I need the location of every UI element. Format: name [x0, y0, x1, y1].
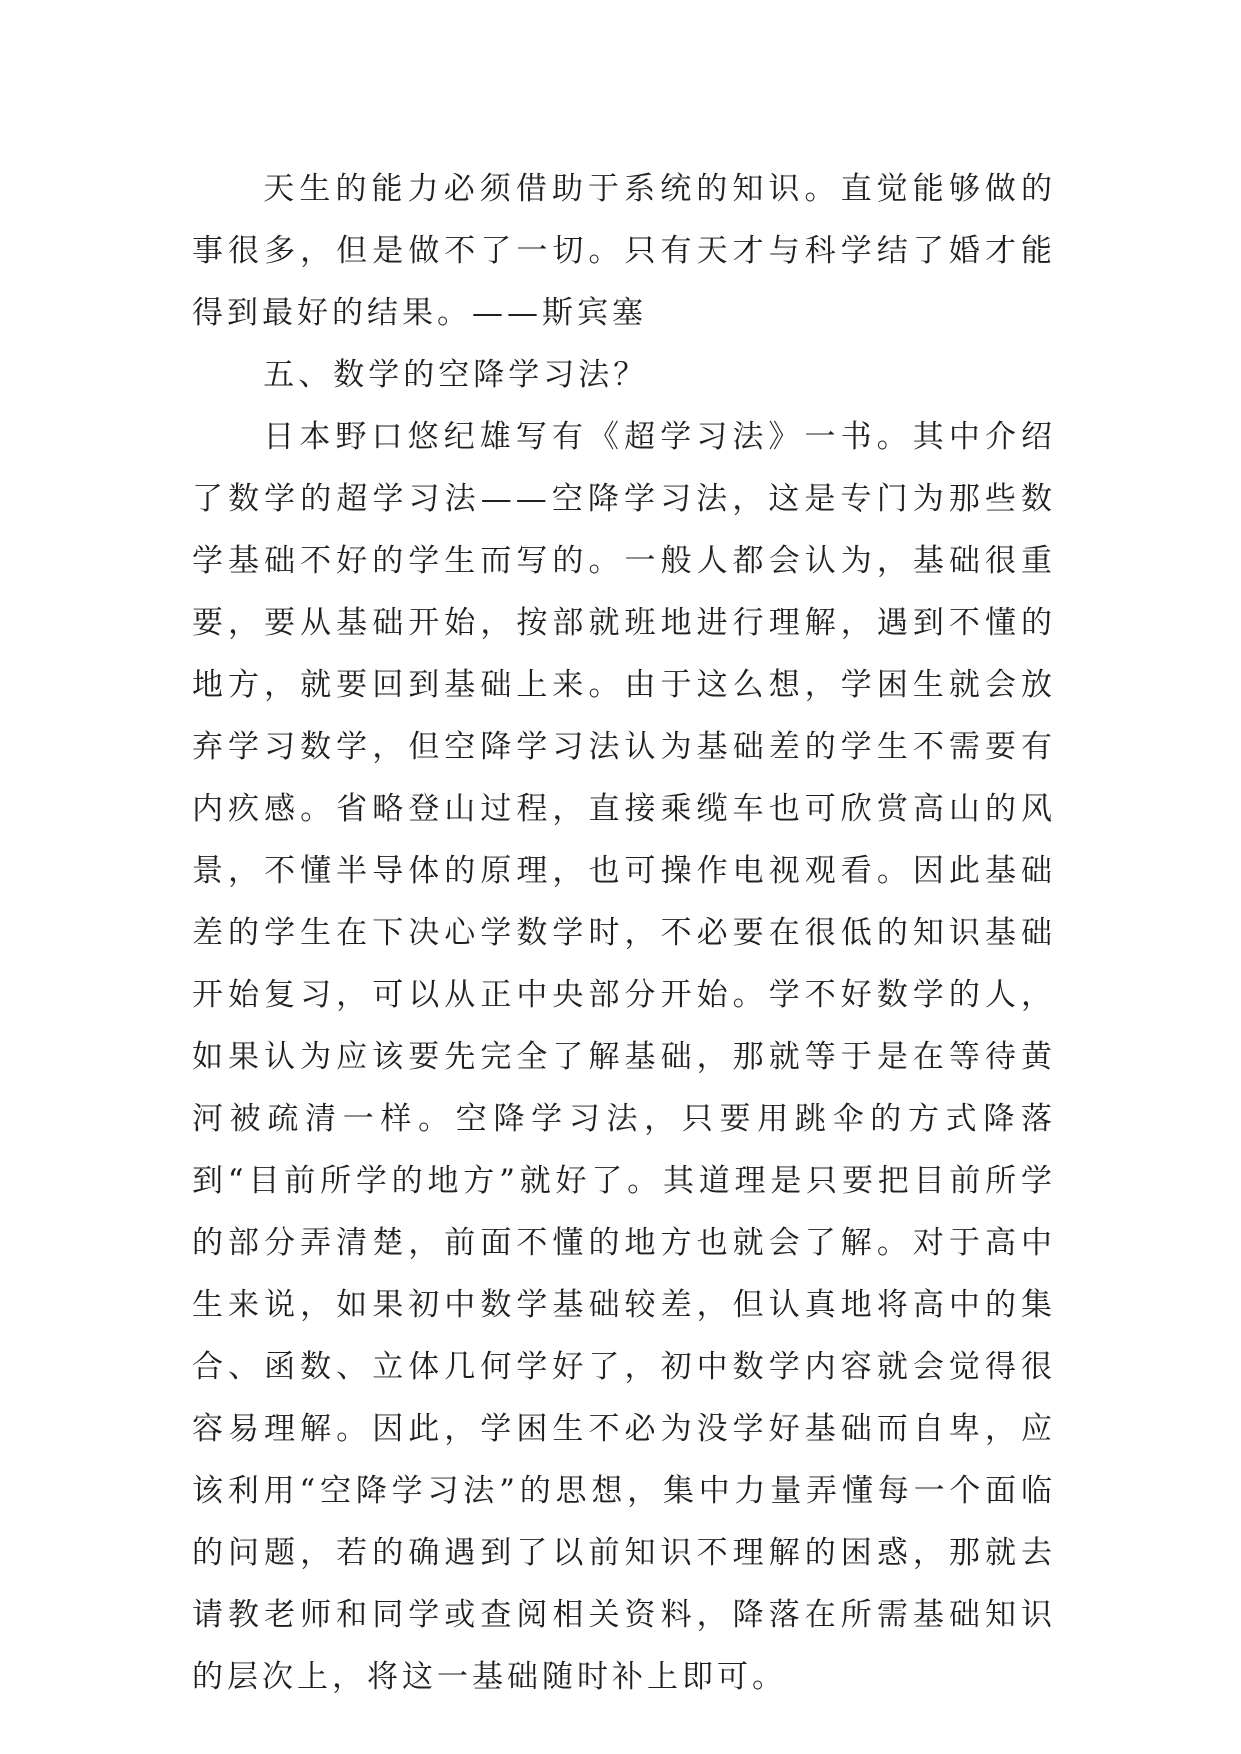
quote-paragraph: 天生的能力必须借助于系统的知识。直觉能够做的事很多，但是做不了一切。只有天才与科学结了婚才能得到最好的结果。——斯宾塞 — [192, 171, 1056, 331]
section-heading: 五、数学的空降学习法？ — [263, 357, 649, 393]
body-paragraph: 日本野口悠纪雄写有《超学习法》一书。其中介绍了数学的超学习法——空降学习法，这是专门为那些数学基础不好的学生而写的。一般人都会认为，基础很重要，要从基础开始，按部就班地进行理解，遇到不懂的地方，就要回到基础上来。由于这么想，学困生就会放弃学习数学，但空降学习法认为基础差的学生不需要有内疚感。省略登山过程，直接乘缆车也可欣赏高山的风景，不懂半导体的原理，也可操作电视观看。因此基础差的学生在下决心学数学时，不必要在很低的知识基础开始复习，可以从正中央部分开始。学不好数学的人，如果认为应该要先完全了解基础，那就等于是在等待黄河被疏清一样。空降学习法，只要用跳伞的方式降落到“目前所学的地方”就好了。其道理是只要把目前所学的部分弄清楚，前面不懂的地方也就会了解。对于高中生来说，如果初中数学基础较差，但认真地将高中的集合、函数、立体几何学好了，初中数学内容就会觉得很容易理解。因此，学困生不必为没学好基础而自卑，应该利用“空降学习法”的思想，集中力量弄懂每一个面临的问题，若的确遇到了以前知识不理解的困惑，那就去请教老师和同学或查阅相关资料，降落在所需基础知识的层次上，将这一基础随时补上即可。 — [192, 419, 1056, 1695]
document-body — [192, 158, 1056, 1708]
